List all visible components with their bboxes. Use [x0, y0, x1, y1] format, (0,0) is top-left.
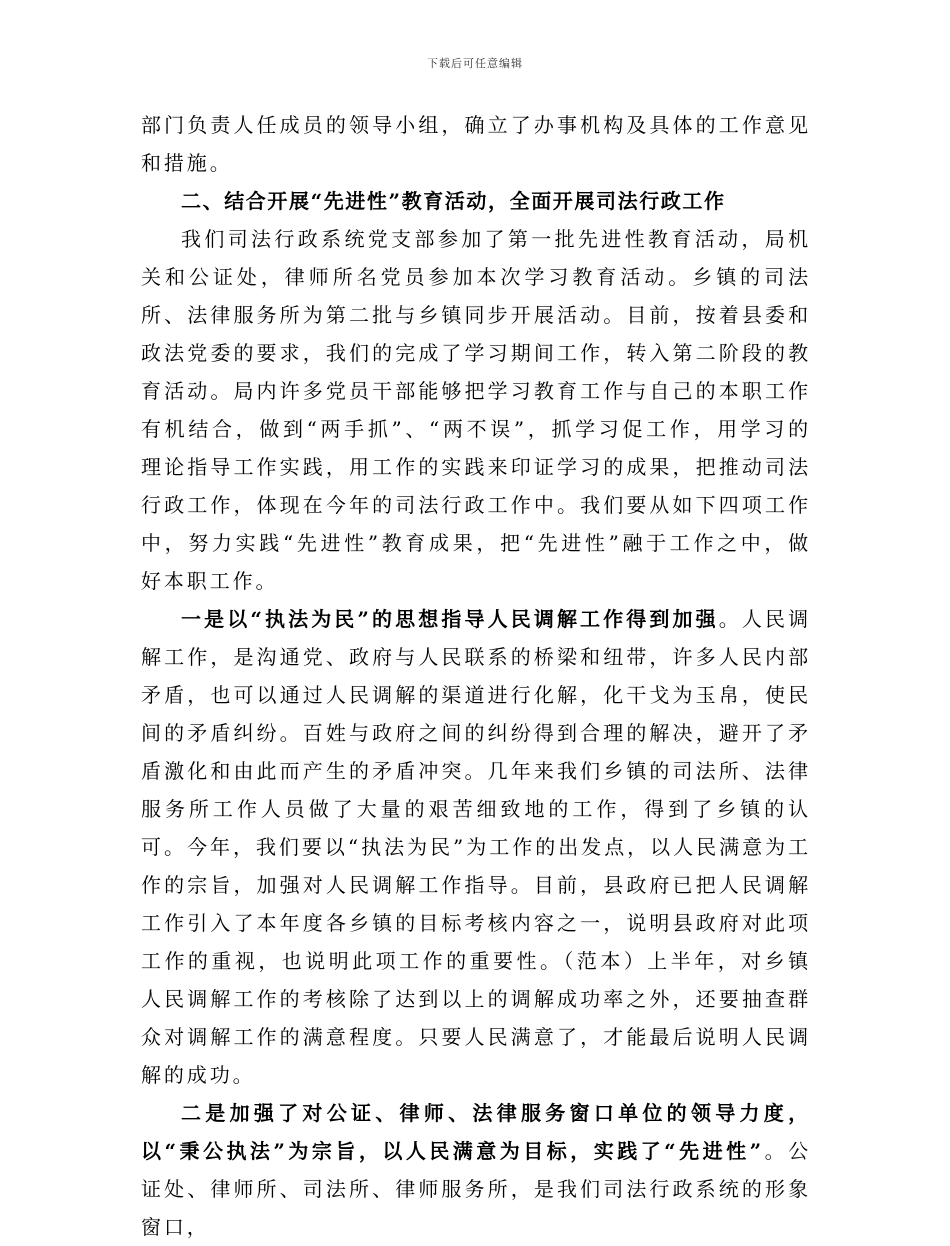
paragraph-notary [141, 1094, 811, 1246]
paragraph-continuation: 部门负责人任成员的领导小组，确立了办事机构及具体的工作意见和措施。 [141, 113, 811, 175]
paragraph-notary-text: 。公证处、律师所、司法所、律师服务所，是我们司法行政系统的形象窗口， [141, 1139, 811, 1239]
paragraph-intro: 我们司法行政系统党支部参加了第一批先进性教育活动，局机关和公证处，律师所名党员参加本次学习教育活动。乡镇的司法所、法律服务所为第二批与乡镇同步开展活动。目前，按着县委和政法党委的要求，我们的完成了学习期间工作，转入第二阶段的教育活动。局内许多党员干部能够把学习教育工作与自己的本职工作有机结合，做到“两手抓”、“两不误”，抓学习促工作，用学习的理论指导工作实践，用工作的实践来印证学习的成果，把推动司法行政工作，体现在今年的司法行政工作中。我们要从如下四项工作中，努力实践“先进性”教育成果，把“先进性”融于工作之中，做好本职工作。 [141, 227, 811, 593]
paragraph-mediation-text: 。人民调解工作，是沟通党、政府与人民联系的桥梁和纽带，许多人民内部矛盾，也可以通过人民调解的渠道进行化解，化干戈为玉帛，使民间的矛盾纠纷。百姓与政府之间的纠纷得到合理的解决，避开了矛盾激化和由此而产生的矛盾冲突。几年来我们乡镇的司法所、法律服务所工作人员做了大量的艰苦细致地的工作，得到了乡镇的认可。今年，我们要以“执法为民”为工作的出发点，以人民满意为工作的宗旨，加强对人民调解工作指导。目前，县政府已把人民调解工作引入了本年度各乡镇的目标考核内容之一，说明县政府对此项工作的重视，也说明此项工作的重要性。（范本）上半年，对乡镇人民调解工作的考核除了达到以上的调解成功率之外，还要抽查群众对调解工作的满意程度。只要人民满意了，才能最后说明人民调解的成功。 [141, 607, 811, 1087]
paragraph-notary-lead: 二是加强了对公证、律师、法律服务窗口单位的领导力度，以“秉公执法”为宗旨，以人民满意为目标，实践了“先进性” [141, 1101, 811, 1163]
paragraph-mediation-lead: 一是以“执法为民”的思想指导人民调解工作得到加强 [181, 607, 719, 631]
page-header: 下载后可任意编辑 [427, 57, 523, 70]
document-body [141, 106, 811, 1246]
paragraph-mediation [141, 600, 811, 1094]
section-heading: 二、结合开展“先进性”教育活动，全面开展司法行政工作 [181, 189, 726, 213]
